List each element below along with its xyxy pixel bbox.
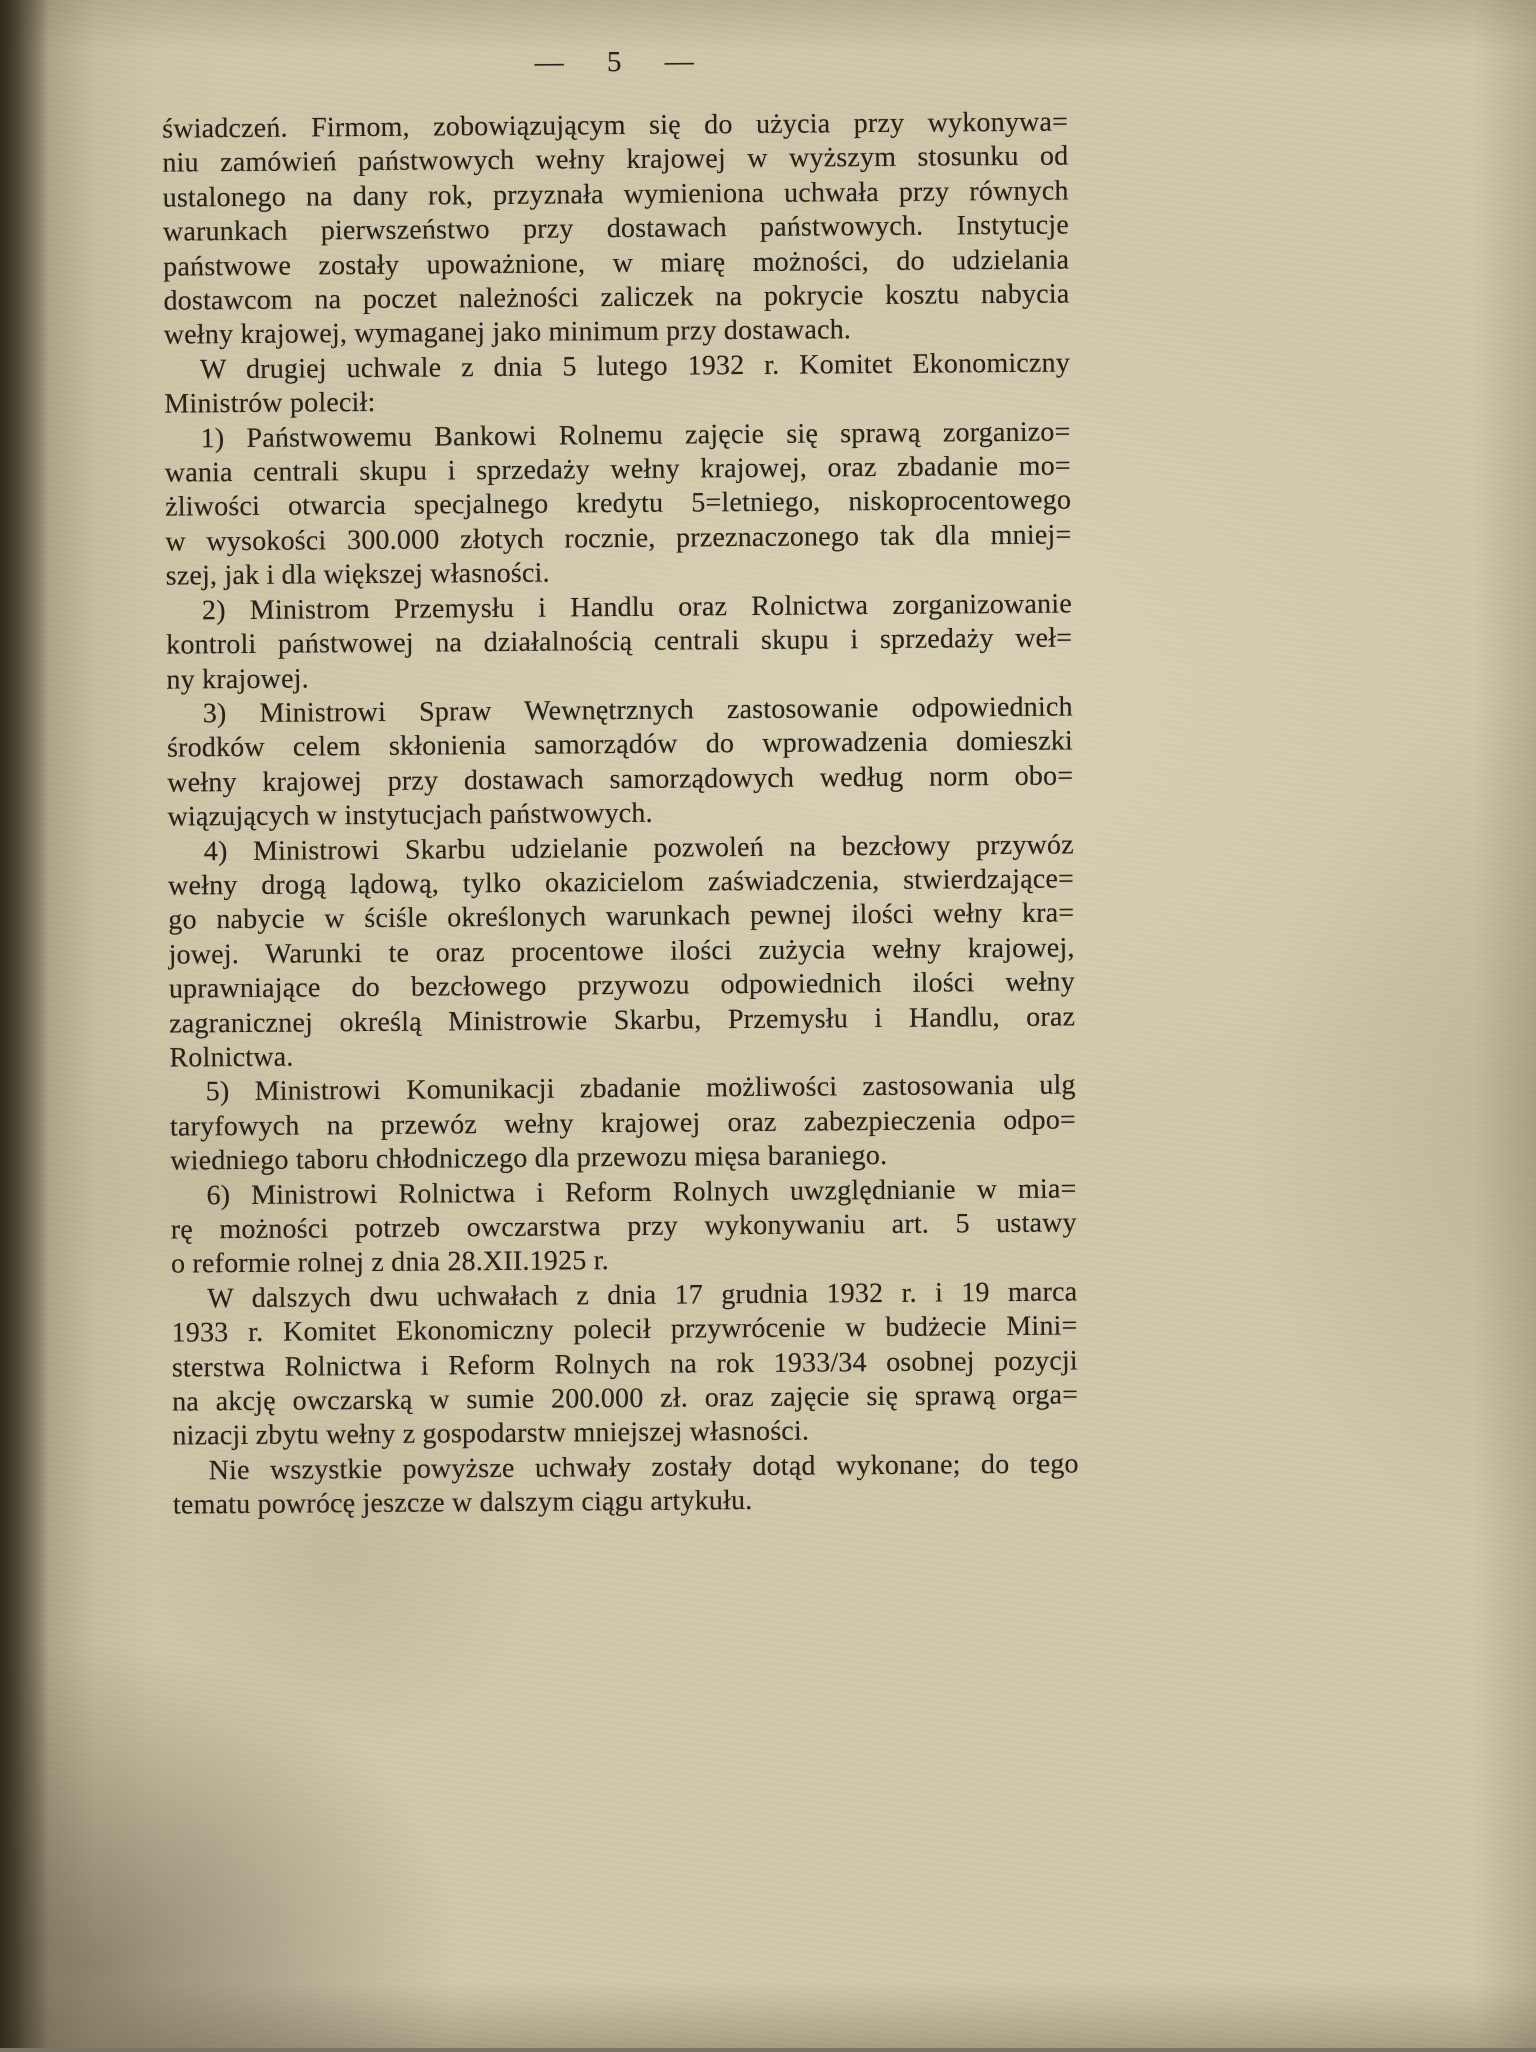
- paragraph: [164, 415, 1071, 594]
- text-line: niu zamówień państwowych wełny krajowej w wyższym stosunku od: [162, 140, 1069, 179]
- text-line: świadczeń. Firmom, zobowiązującym się do użycia przy wykonywa=: [162, 106, 1069, 145]
- text-line: o reformie rolnej z dnia 28.XII.1925 r.: [170, 1245, 609, 1280]
- text-line: wiązujących w instytucjach państwowych.: [167, 797, 653, 833]
- text-line: W dalszych dwu uchwałach z dnia 17 grudnia 1932 r. i 19 marca: [207, 1276, 1078, 1315]
- paragraph: [170, 1069, 1077, 1179]
- text-line: warunkach pierwszeństwo przy dostawach państwowych. Instytucje: [162, 209, 1070, 248]
- text-line: jowej. Warunki te oraz procentowe ilości zużycia wełny krajowej,: [168, 932, 1075, 971]
- text-line: na akcję owczarską w sumie 200.000 zł. oraz zajęcie się sprawą orga=: [172, 1379, 1079, 1418]
- paragraph: [170, 1172, 1077, 1282]
- text-line: 5) Ministrowi Komunikacji zbadanie możliwości zastosowania ulg: [205, 1069, 1076, 1108]
- text-block: [162, 105, 1079, 1523]
- text-line: żliwości otwarcia specjalnego kredytu 5=letniego, niskoprocentowego: [165, 484, 1072, 524]
- text-line: nizacji zbytu wełny z gospodarstw mniejszej własności.: [172, 1415, 810, 1452]
- text-line: taryfowych na przewóz wełny krajowej oraz zabezpieczenia odpo=: [169, 1104, 1077, 1143]
- text-line: 3) Ministrowi Spraw Wewnętrznych zastosowanie odpowiednich: [202, 691, 1073, 730]
- paragraph: [168, 828, 1076, 1076]
- paragraph: [173, 1447, 1080, 1523]
- text-line: wełny krajowej, wymaganej jako minimum przy dostawach.: [163, 314, 852, 352]
- paragraph: [164, 346, 1071, 422]
- text-line: Nie wszystkie powyższe uchwały zostały dotąd wykonane; do tego: [208, 1448, 1079, 1487]
- text-line: środków celem skłonienia samorządów do wprowadzenia domieszki: [166, 725, 1074, 764]
- text-line: kontroli państwowej na działalnością centrali skupu i sprzedaży weł=: [166, 622, 1073, 661]
- text-line: Ministrów polecił:: [164, 387, 376, 420]
- text-line: 1933 r. Komitet Ekonomiczny polecił przywrócenie w budżecie Mini=: [171, 1310, 1078, 1349]
- text-line: wiedniego taboru chłodniczego dla przewozu mięsa baraniego.: [170, 1140, 888, 1177]
- text-line: wania centrali skupu i sprzedaży wełny krajowej, oraz zbadanie mo=: [164, 450, 1071, 489]
- text-line: 2) Ministrom Przemysłu i Handlu oraz Rolnictwa zorganizowanie: [201, 588, 1073, 626]
- text-line: go nabycie w ściśle określonych warunkach pewnej ilości wełny kra=: [168, 897, 1075, 936]
- page-content: [161, 0, 1083, 2052]
- text-line: dostawcom na poczet należności zaliczek na pokrycie kosztu nabycia: [163, 278, 1070, 317]
- text-line: 4) Ministrowi Skarbu udzielanie pozwoleń na bezcłowy przywóz: [203, 828, 1074, 867]
- text-line: rę możności potrzeb owczarstwa przy wykonywaniu art. 5 ustawy: [170, 1207, 1077, 1246]
- text-line: tematu powrócę jeszcze w dalszym ciągu artykułu.: [172, 1485, 753, 1521]
- text-line: Rolnictwa.: [169, 1041, 294, 1074]
- text-line: ustalonego na dany rok, przyznała wymieniona uchwała przy równych: [162, 175, 1069, 214]
- text-line: 1) Państwowemu Bankowi Rolnemu zajęcie się sprawą zorganizo=: [200, 416, 1071, 454]
- text-line: zagranicznej określą Ministrowie Skarbu, Przemysłu i Handlu, oraz: [169, 1001, 1076, 1040]
- text-line: W drugiej uchwale z dnia 5 lutego 1932 r. Komitet Ekonomiczny: [199, 347, 1071, 386]
- text-line: szej, jak i dla większej własności.: [165, 557, 550, 592]
- paragraph: [166, 587, 1073, 697]
- text-line: państwowe zostały upoważnione, w miarę możności, do udzielania: [163, 244, 1070, 283]
- paragraph: [162, 105, 1070, 353]
- paragraph: [171, 1275, 1078, 1454]
- book-binding-shadow: [0, 0, 48, 2048]
- text-line: wełny krajowej przy dostawach samorządowych według norm obo=: [167, 760, 1074, 799]
- paragraph: [167, 690, 1074, 835]
- page-number: — 5 —: [534, 45, 695, 79]
- text-line: uprawniające do bezcłowego przywozu odpowiednich ilości wełny: [168, 966, 1076, 1005]
- text-line: sterstwa Rolnictwa i Reform Rolnych na rok 1933/34 osobnej pozycji: [171, 1345, 1078, 1384]
- text-line: wełny drogą lądową, tylko okazicielom zaświadczenia, stwierdzające=: [167, 863, 1075, 902]
- text-line: ny krajowej.: [166, 662, 309, 696]
- text-line: 6) Ministrowi Rolnictwa i Reform Rolnych uwzględnianie w mia=: [206, 1173, 1077, 1211]
- text-line: w wysokości 300.000 złotych rocznie, przeznaczonego tak dla mniej=: [165, 519, 1072, 558]
